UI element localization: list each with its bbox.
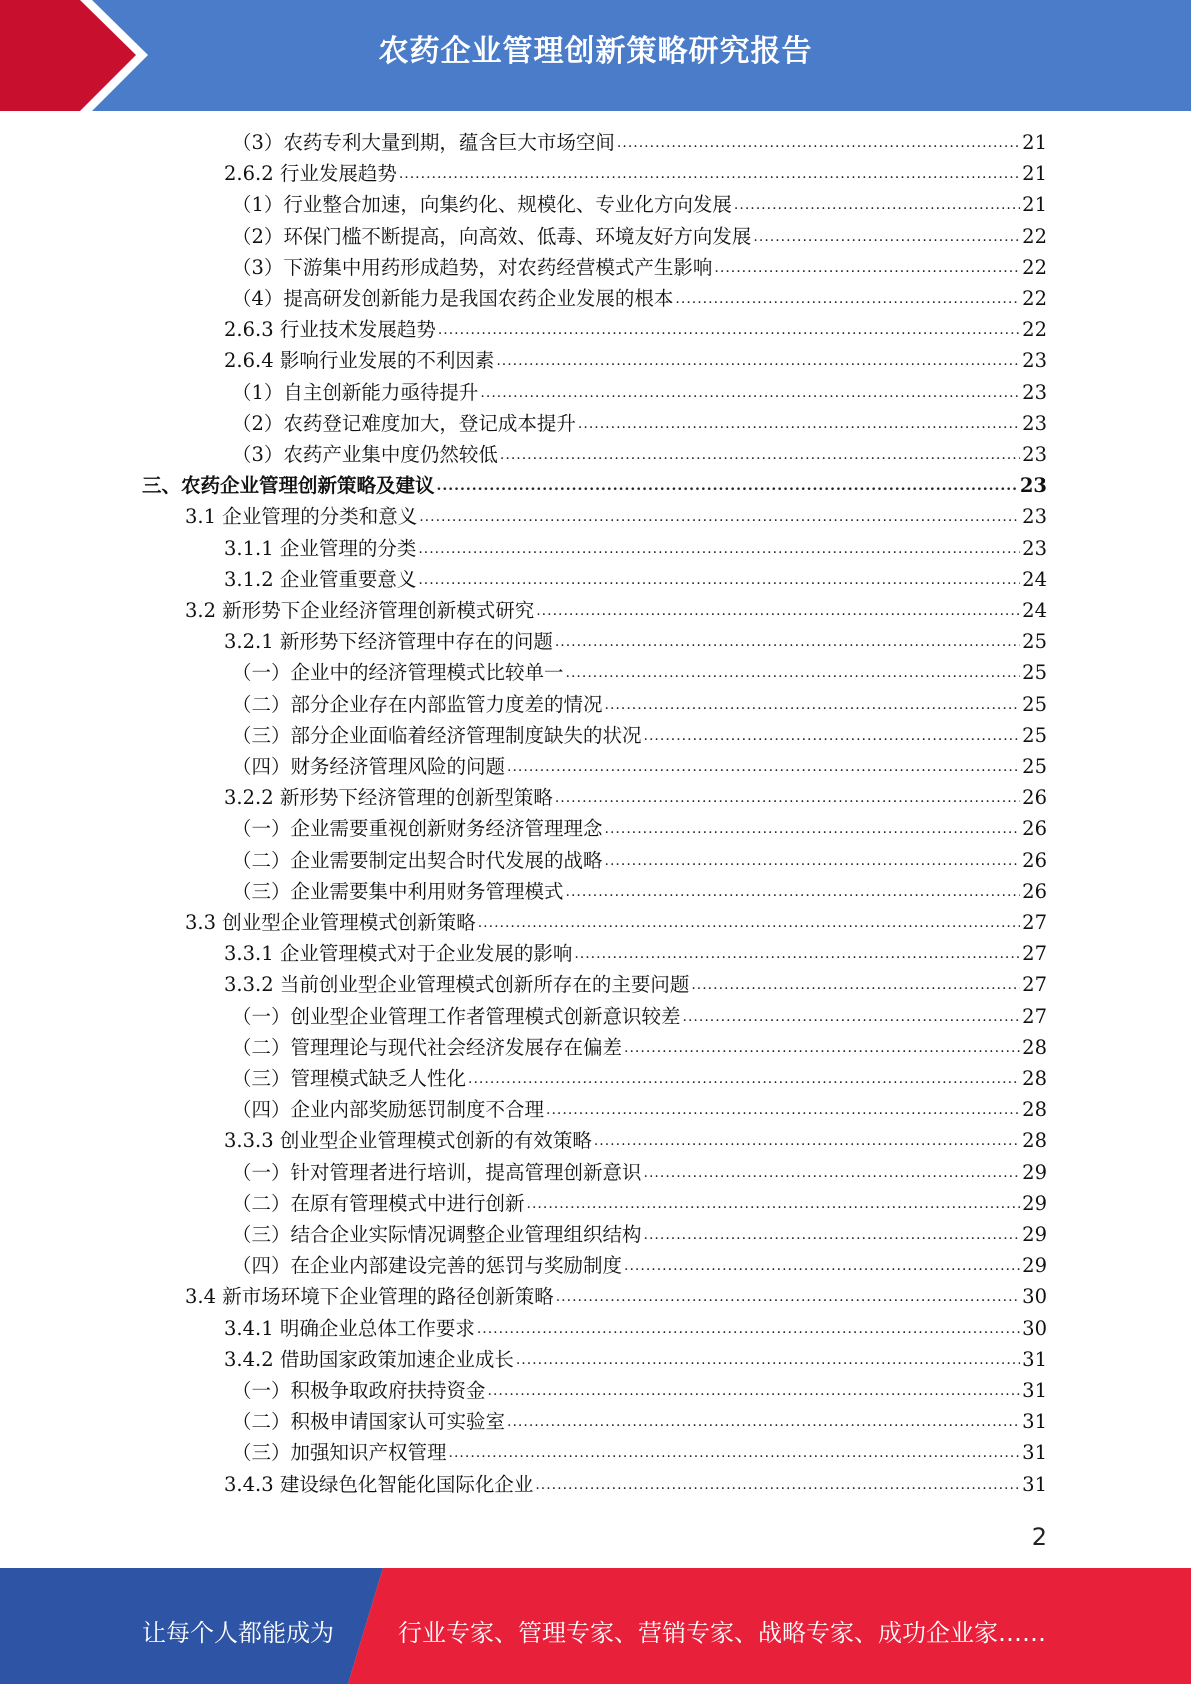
toc-entry[interactable] — [224, 968, 1047, 999]
toc-entry-page: 27 — [1022, 942, 1047, 966]
toc-entry[interactable] — [224, 344, 1047, 375]
toc-leader-dots — [566, 878, 1021, 906]
toc-entry-label: （一）积极争取政府扶持资金 — [232, 1379, 486, 1402]
toc-entry[interactable] — [232, 656, 1047, 687]
toc-entry[interactable] — [224, 1468, 1047, 1499]
toc-entry-page: 23 — [1022, 443, 1047, 466]
toc-entry-label: （三）企业需要集中利用财务管理模式 — [232, 879, 564, 903]
toc-entry-label: （3）农药产业集中度仍然较低 — [232, 443, 498, 466]
toc-entry-label: （二）积极申请国家认可实验室 — [232, 1410, 506, 1434]
toc-entry-page: 22 — [1022, 255, 1047, 279]
toc-entry-page: 28 — [1022, 1098, 1047, 1122]
toc-leader-dots — [675, 285, 1020, 313]
toc-entry[interactable] — [232, 875, 1047, 906]
toc-entry[interactable] — [232, 812, 1047, 843]
toc-leader-dots — [691, 971, 1020, 999]
toc-leader-dots — [605, 691, 1021, 719]
toc-leader-dots — [644, 722, 1021, 750]
toc-entry-page: 26 — [1022, 786, 1047, 810]
toc-leader-dots — [605, 847, 1021, 875]
toc-entry[interactable] — [224, 157, 1047, 188]
toc-entry-page: 25 — [1022, 661, 1047, 685]
toc-entry-page: 23 — [1022, 505, 1047, 529]
toc-entry[interactable] — [224, 1124, 1047, 1155]
toc-entry-label: 3.1.2 企业管重要意义 — [224, 567, 417, 591]
toc-entry[interactable] — [232, 438, 1047, 469]
toc-entry-label: 3.4.2 借助国家政策加速企业成长 — [224, 1347, 514, 1371]
toc-leader-dots — [496, 347, 1020, 375]
toc-entry-label: 三、农药企业管理创新策略及建议 — [142, 474, 435, 498]
toc-entry-label: （3）下游集中用药形成趋势，对农药经营模式产生影响 — [232, 255, 713, 279]
toc-entry[interactable] — [232, 220, 1047, 251]
toc-entry-page: 31 — [1022, 1472, 1047, 1496]
toc-entry-page: 23 — [1022, 349, 1047, 373]
toc-entry-label: 3.4 新市场环境下企业管理的路径创新策略 — [185, 1285, 554, 1309]
toc-entry-page: 26 — [1022, 817, 1047, 841]
toc-entry-label: 2.6.4 影响行业发展的不利因素 — [224, 349, 495, 373]
toc-entry[interactable] — [232, 376, 1047, 407]
toc-leader-dots — [546, 1096, 1020, 1124]
toc-entry-page: 23 — [1022, 411, 1047, 435]
toc-entry-page: 27 — [1022, 973, 1047, 997]
toc-entry-page: 21 — [1022, 193, 1047, 217]
toc-entry-label: （三）加强知识产权管理 — [232, 1441, 447, 1465]
toc-entry-page: 22 — [1022, 287, 1047, 310]
toc-entry-label: 3.3.3 创业型企业管理模式创新的有效策略 — [224, 1129, 592, 1153]
toc-entry-page: 24 — [1022, 567, 1047, 591]
toc-entry-page: 29 — [1022, 1191, 1047, 1215]
toc-entry[interactable] — [232, 1436, 1047, 1467]
toc-entry-page: 29 — [1022, 1254, 1047, 1278]
toc-entry-page: 29 — [1022, 1223, 1047, 1246]
toc-leader-dots — [419, 503, 1020, 531]
toc-entry-page: 22 — [1022, 318, 1047, 342]
toc-leader-dots — [555, 628, 1020, 656]
toc-entry-label: （四）在企业内部建设完善的惩罚与奖励制度 — [232, 1254, 623, 1278]
toc-entry-page: 25 — [1022, 692, 1047, 716]
toc-entry-label: （二）管理理论与现代社会经济发展存在偏差 — [232, 1035, 623, 1059]
toc-entry[interactable] — [232, 1156, 1047, 1187]
toc-entry-label: 3.2 新形势下企业经济管理创新模式研究 — [185, 599, 535, 622]
toc-entry-page: 22 — [1022, 224, 1047, 248]
toc-leader-dots — [488, 1377, 1021, 1405]
page-number: 2 — [1031, 1523, 1047, 1551]
toc-entry-page: 28 — [1022, 1129, 1047, 1153]
toc-leader-dots — [527, 1190, 1021, 1218]
toc-entry[interactable] — [232, 1374, 1047, 1405]
toc-leader-dots — [535, 1471, 1020, 1499]
toc-entry-page: 23 — [1019, 474, 1047, 498]
toc-leader-dots — [683, 1003, 1021, 1031]
toc-entry[interactable] — [232, 282, 1047, 313]
toc-entry-page: 29 — [1022, 1160, 1047, 1184]
toc-entry-page: 31 — [1022, 1379, 1047, 1402]
toc-entry-page: 31 — [1022, 1410, 1047, 1434]
toc-entry[interactable] — [224, 781, 1047, 812]
toc-entry-page: 23 — [1022, 536, 1047, 560]
toc-entry-page: 25 — [1022, 723, 1047, 747]
toc-entry-label: 3.3 创业型企业管理模式创新策略 — [185, 911, 476, 934]
toc-leader-dots — [605, 815, 1021, 843]
toc-entry[interactable] — [232, 126, 1047, 157]
toc-entry-label: 3.3.1 企业管理模式对于企业发展的影响 — [224, 942, 573, 966]
toc-entry[interactable] — [232, 1218, 1047, 1249]
toc-entry-page: 21 — [1022, 131, 1047, 154]
toc-entry-label: 3.2.2 新形势下经济管理的创新型策略 — [224, 786, 553, 810]
toc-entry[interactable] — [232, 1249, 1047, 1280]
toc-leader-dots — [399, 160, 1020, 188]
header-bar — [0, 0, 1191, 111]
toc-leader-dots — [477, 1315, 1020, 1343]
toc-entry-page: 25 — [1022, 630, 1047, 654]
toc-leader-dots — [418, 566, 1020, 594]
toc-entry-page: 21 — [1022, 162, 1047, 186]
toc-entry-label: （1）自主创新能力亟待提升 — [232, 380, 479, 404]
toc-entry-label: （四）财务经济管理风险的问题 — [232, 755, 506, 778]
toc-entry[interactable] — [232, 688, 1047, 719]
footer-slogan-left: 让每个人都能成为 — [142, 1619, 334, 1647]
page-title: 农药企业管理创新策略研究报告 — [378, 34, 813, 69]
toc-entry-label: （一）针对管理者进行培训，提高管理创新意识 — [232, 1160, 642, 1184]
toc-leader-dots — [555, 784, 1020, 812]
toc-entry[interactable] — [232, 1031, 1047, 1062]
toc-entry[interactable] — [224, 1343, 1047, 1374]
toc-entry-label: 2.6.2 行业发展趋势 — [224, 162, 397, 186]
toc-leader-dots — [753, 223, 1020, 251]
toc-entry-page: 31 — [1022, 1347, 1047, 1371]
toc-entry[interactable] — [185, 594, 1047, 625]
toc-entry[interactable] — [232, 719, 1047, 750]
toc-entry-label: （二）在原有管理模式中进行创新 — [232, 1191, 525, 1215]
toc-leader-dots — [449, 1439, 1021, 1467]
toc-entry[interactable] — [232, 407, 1047, 438]
toc-entry[interactable] — [224, 625, 1047, 656]
toc-entry-label: （2）农药登记难度加大，登记成本提升 — [232, 411, 576, 435]
toc-entry[interactable] — [232, 1000, 1047, 1031]
toc-entry[interactable] — [142, 469, 1047, 500]
toc-entry-label: 3.1.1 企业管理的分类 — [224, 536, 417, 560]
toc-leader-dots — [556, 1283, 1020, 1311]
toc-entry-label: （4）提高研发创新能力是我国农药企业发展的根本 — [232, 287, 674, 310]
toc-entry-page: 31 — [1022, 1441, 1047, 1465]
toc-leader-dots — [578, 410, 1020, 438]
toc-entry[interactable] — [232, 1093, 1047, 1124]
toc-entry-label: 3.2.1 新形势下经济管理中存在的问题 — [224, 630, 553, 654]
toc-entry-label: 3.4.3 建设绿色化智能化国际化企业 — [224, 1472, 534, 1496]
toc-leader-dots — [418, 535, 1020, 563]
toc-entry[interactable] — [232, 1187, 1047, 1218]
toc-leader-dots — [468, 1065, 1020, 1093]
toc-leader-dots — [624, 1034, 1020, 1062]
toc-leader-dots — [507, 753, 1020, 781]
toc-leader-dots — [617, 129, 1020, 157]
toc-entry-page: 27 — [1022, 1004, 1047, 1028]
toc-entry-label: （3）农药专利大量到期，蕴含巨大市场空间 — [232, 131, 615, 154]
toc-entry-label: （三）部分企业面临着经济管理制度缺失的状况 — [232, 723, 642, 747]
toc-entry[interactable] — [185, 1280, 1047, 1311]
toc-leader-dots — [478, 909, 1020, 937]
toc-leader-dots — [644, 1221, 1021, 1249]
toc-leader-dots — [644, 1159, 1021, 1187]
toc-leader-dots — [516, 1346, 1020, 1374]
toc-leader-dots — [480, 379, 1020, 407]
toc-entry-label: （二）企业需要制定出契合时代发展的战略 — [232, 848, 603, 872]
toc-entry-page: 30 — [1022, 1316, 1047, 1340]
toc-entry-page: 23 — [1022, 380, 1047, 404]
toc-entry-label: （三）结合企业实际情况调整企业管理组织结构 — [232, 1223, 642, 1246]
toc-entry-page: 24 — [1022, 599, 1047, 622]
toc-entry-page: 28 — [1022, 1035, 1047, 1059]
toc-entry[interactable] — [185, 906, 1047, 937]
toc-entry[interactable] — [224, 937, 1047, 968]
toc-entry-label: 3.4.1 明确企业总体工作要求 — [224, 1316, 475, 1340]
toc-entry[interactable] — [232, 750, 1047, 781]
toc-entry[interactable] — [232, 1405, 1047, 1436]
toc-entry-label: 2.6.3 行业技术发展趋势 — [224, 318, 436, 342]
toc-leader-dots — [624, 1252, 1020, 1280]
toc-entry[interactable] — [224, 1312, 1047, 1343]
toc-leader-dots — [536, 597, 1020, 625]
toc-entry-page: 26 — [1022, 879, 1047, 903]
toc-entry[interactable] — [224, 313, 1047, 344]
toc-entry[interactable] — [185, 500, 1047, 531]
toc-leader-dots — [714, 254, 1020, 282]
toc-entry-label: （二）部分企业存在内部监管力度差的情况 — [232, 692, 603, 716]
toc-leader-dots — [594, 1127, 1020, 1155]
toc-leader-dots — [566, 659, 1021, 687]
footer-slogan-right: 行业专家、管理专家、营销专家、战略专家、成功企业家…… — [398, 1619, 1046, 1647]
toc-leader-dots — [438, 316, 1020, 344]
toc-entry-page: 26 — [1022, 848, 1047, 872]
toc-leader-dots — [734, 191, 1020, 219]
toc-entry-label: （三）管理模式缺乏人性化 — [232, 1067, 467, 1090]
toc-entry-label: （2）环保门槛不断提高，向高效、低毒、环境友好方向发展 — [232, 224, 752, 248]
toc-leader-dots — [507, 1408, 1020, 1436]
toc-leader-dots — [574, 940, 1020, 968]
toc-entry[interactable] — [232, 188, 1047, 219]
toc-entry-label: 3.1 企业管理的分类和意义 — [185, 505, 418, 529]
toc-entry[interactable] — [232, 844, 1047, 875]
toc-entry-page: 28 — [1022, 1067, 1047, 1090]
toc-leader-dots — [500, 441, 1020, 469]
toc-entry-label: （四）企业内部奖励惩罚制度不合理 — [232, 1098, 545, 1122]
toc-entry-page: 30 — [1022, 1285, 1047, 1309]
toc-entry-page: 27 — [1022, 911, 1047, 934]
toc-entry-label: （1）行业整合加速，向集约化、规模化、专业化方向发展 — [232, 193, 732, 217]
toc-entry[interactable] — [224, 563, 1047, 594]
toc-entry[interactable] — [224, 532, 1047, 563]
toc-entry[interactable] — [232, 251, 1047, 282]
toc-entry[interactable] — [232, 1062, 1047, 1093]
toc-entry-page: 25 — [1022, 755, 1047, 778]
toc-leader-dots — [437, 472, 1018, 500]
toc-entry-label: 3.3.2 当前创业型企业管理模式创新所存在的主要问题 — [224, 973, 690, 997]
toc-entry-label: （一）企业中的经济管理模式比较单一 — [232, 661, 564, 685]
toc-entry-label: （一）企业需要重视创新财务经济管理理念 — [232, 817, 603, 841]
toc-entry-label: （一）创业型企业管理工作者管理模式创新意识较差 — [232, 1004, 681, 1028]
